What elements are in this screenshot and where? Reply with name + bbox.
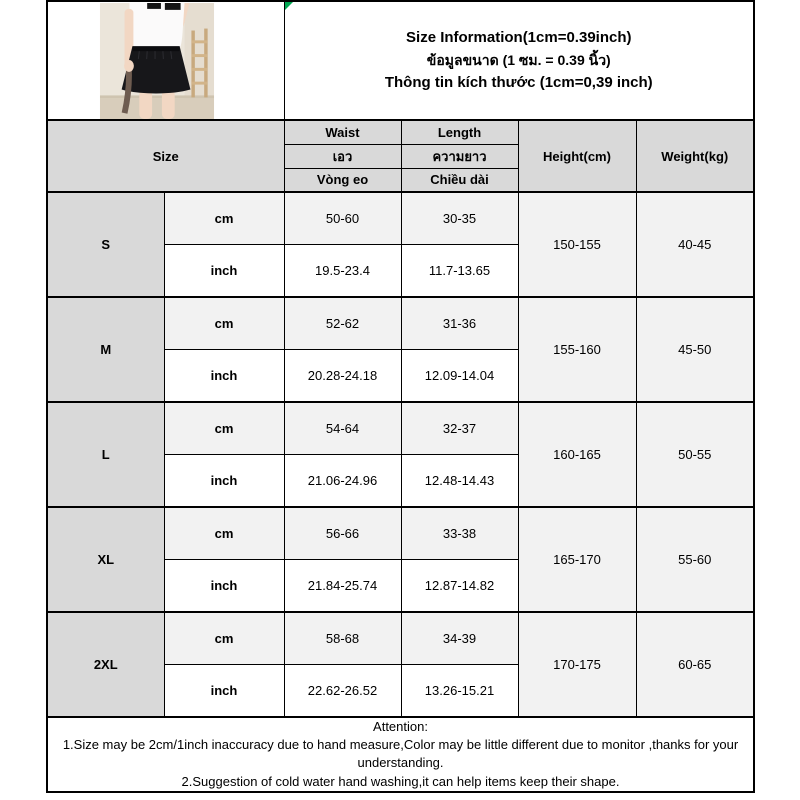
length-inch-value: 12.09-14.04 — [401, 349, 518, 402]
height-value: 170-175 — [518, 612, 636, 717]
unit-inch-label: inch — [164, 559, 284, 612]
length-header-en: Length — [401, 120, 518, 144]
weight-value: 55-60 — [636, 507, 754, 612]
attention-note — [47, 717, 754, 792]
waist-inch-value: 21.84-25.74 — [284, 559, 401, 612]
height-value: 155-160 — [518, 297, 636, 402]
title-english: Size Information(1cm=0.39inch) — [406, 29, 632, 47]
attention-line-1: 1.Size may be 2cm/1inch inaccuracy due to hand measure,Color may be little different due to monitor ,thanks for your understanding. — [62, 737, 739, 771]
size-label: M — [47, 297, 164, 402]
length-cm-value: 30-35 — [401, 192, 518, 244]
attention-title: Attention: — [373, 719, 428, 734]
length-cm-value: 32-37 — [401, 402, 518, 454]
product-photo-cell — [47, 1, 284, 120]
title-vietnamese: Thông tin kích thước (1cm=0,39 inch) — [384, 74, 653, 92]
length-inch-value: 13.26-15.21 — [401, 664, 518, 717]
length-inch-value: 11.7-13.65 — [401, 244, 518, 297]
waist-inch-value: 20.28-24.18 — [284, 349, 401, 402]
unit-cm-label: cm — [164, 507, 284, 559]
waist-inch-value: 22.62-26.52 — [284, 664, 401, 717]
waist-inch-value: 21.06-24.96 — [284, 454, 401, 507]
size-label: S — [47, 192, 164, 297]
unit-inch-label: inch — [164, 664, 284, 717]
waist-cm-value: 56-66 — [284, 507, 401, 559]
size-info-header — [284, 1, 754, 120]
weight-column-header: Weight(kg) — [636, 120, 754, 192]
waist-inch-value: 19.5-23.4 — [284, 244, 401, 297]
weight-value: 45-50 — [636, 297, 754, 402]
unit-inch-label: inch — [164, 454, 284, 507]
length-inch-value: 12.87-14.82 — [401, 559, 518, 612]
unit-cm-label: cm — [164, 612, 284, 664]
unit-cm-label: cm — [164, 297, 284, 349]
product-photo — [99, 3, 215, 119]
waist-cm-value: 54-64 — [284, 402, 401, 454]
unit-cm-label: cm — [164, 192, 284, 244]
height-value: 160-165 — [518, 402, 636, 507]
unit-inch-label: inch — [164, 349, 284, 402]
waist-header-en: Waist — [284, 120, 401, 144]
height-column-header: Height(cm) — [518, 120, 636, 192]
length-cm-value: 34-39 — [401, 612, 518, 664]
length-cm-value: 33-38 — [401, 507, 518, 559]
attention-line-2: 2.Suggestion of cold water hand washing,it can help items keep their shape. — [181, 773, 620, 789]
size-label: 2XL — [47, 612, 164, 717]
unit-inch-label: inch — [164, 244, 284, 297]
size-chart-table — [46, 0, 755, 793]
size-column-header: Size — [47, 120, 284, 192]
length-header-th: ความยาว — [401, 144, 518, 168]
waist-header-vi: Vòng eo — [284, 168, 401, 192]
height-value: 150-155 — [518, 192, 636, 297]
length-cm-value: 31-36 — [401, 297, 518, 349]
height-value: 165-170 — [518, 507, 636, 612]
weight-value: 60-65 — [636, 612, 754, 717]
length-header-vi: Chiều dài — [401, 168, 518, 192]
size-label: L — [47, 402, 164, 507]
cell-marker-triangle — [285, 2, 293, 10]
waist-header-th: เอว — [284, 144, 401, 168]
waist-cm-value: 52-62 — [284, 297, 401, 349]
length-inch-value: 12.48-14.43 — [401, 454, 518, 507]
unit-cm-label: cm — [164, 402, 284, 454]
waist-cm-value: 58-68 — [284, 612, 401, 664]
title-thai: ข้อมูลขนาด (1 ซม. = 0.39 นิ้ว) — [426, 51, 611, 68]
size-label: XL — [47, 507, 164, 612]
model-black-shorts-illustration — [99, 3, 215, 119]
weight-value: 40-45 — [636, 192, 754, 297]
weight-value: 50-55 — [636, 402, 754, 507]
waist-cm-value: 50-60 — [284, 192, 401, 244]
